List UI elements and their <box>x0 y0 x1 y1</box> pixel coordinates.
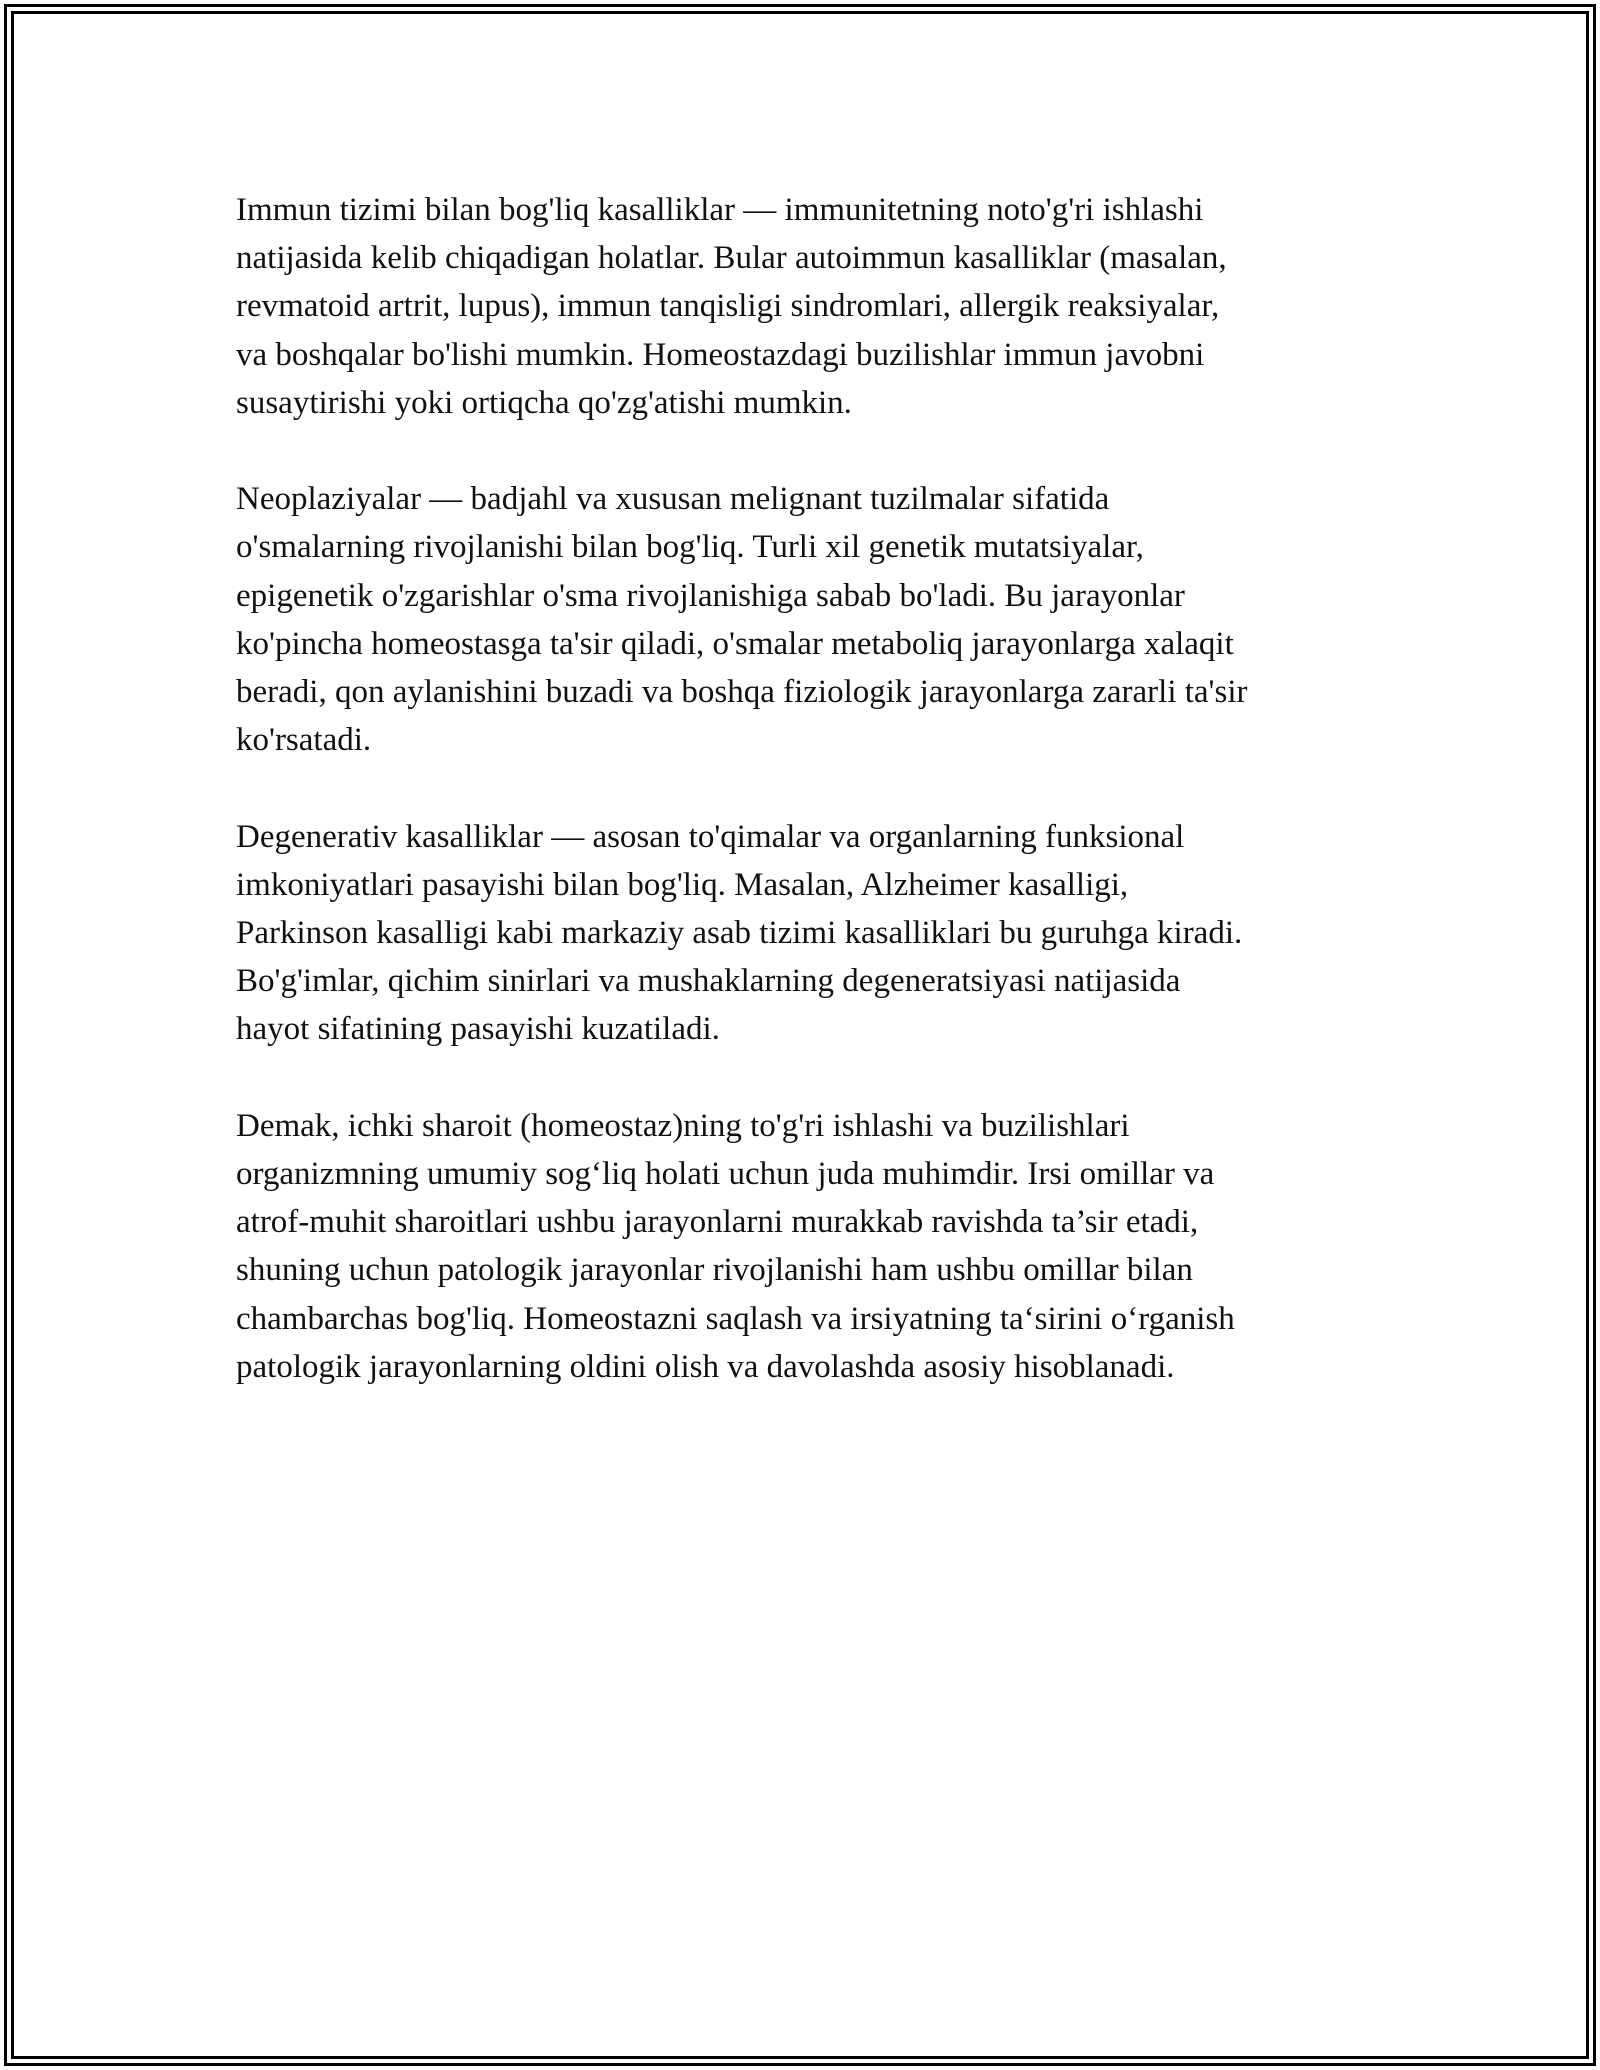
paragraph-immune-diseases: Immun tizimi bilan bog'liq kasalliklar — immunitetning noto'g'ri ishlashi natijasida kelib chiqadigan holatlar. Bular autoimmun kasalliklar (masalan, revmatoid artrit, lupus), immun tanqisligi sindromlari, allergik reaksiyalar, va boshqalar bo'lishi mumkin. Homeostazdagi buzilishlar immun javobni susaytirishi yoki ortiqcha qo'zg'atishi mumkin. <box>236 192 1227 421</box>
document-body <box>236 186 1386 1439</box>
paragraph-conclusion: Demak, ichki sharoit (homeostaz)ning to'g'ri ishlashi va buzilishlari organizmning umumiy sog‘liq holati uchun juda muhimdir. Irsi omillar va atrof-muhit sharoitlari ushbu jarayonlarni murakkab ravishda ta’sir etadi, shuning uchun patologik jarayonlar rivojlanishi ham ushbu omillar bilan chambarchas bog'liq. Homeostazni saqlash va irsiyatning ta‘sirini o‘rganish patologik jarayonlarning oldini olish va davolashda asosiy hisoblanadi. <box>236 1107 1235 1385</box>
paragraph-neoplasias: Neoplaziyalar — badjahl va xususan melignant tuzilmalar sifatida o'smalarning rivojlanishi bilan bog'liq. Turli xil genetik mutatsiyalar, epigenetik o'zgarishlar o'sma rivojlanishiga sabab bo'ladi. Bu jarayonlar ko'pincha homeostasga ta'sir qiladi, o'smalar metaboliq jarayonlarga xalaqit beradi, qon aylanishini buzadi va boshqa fiziologik jarayonlarga zararli ta'sir ko'rsatadi. <box>236 481 1248 759</box>
paragraph-degenerative-diseases: Degenerativ kasalliklar — asosan to'qimalar va organlarning funksional imkoniyatlari pasayishi bilan bog'liq. Masalan, Alzheimer kasalligi, Parkinson kasalligi kabi markaziy asab tizimi kasalliklari bu guruhga kiradi. Bo'g'imlar, qichim sinirlari va mushaklarning degeneratsiyasi natijasida hayot sifatining pasayishi kuzatiladi. <box>236 818 1243 1048</box>
